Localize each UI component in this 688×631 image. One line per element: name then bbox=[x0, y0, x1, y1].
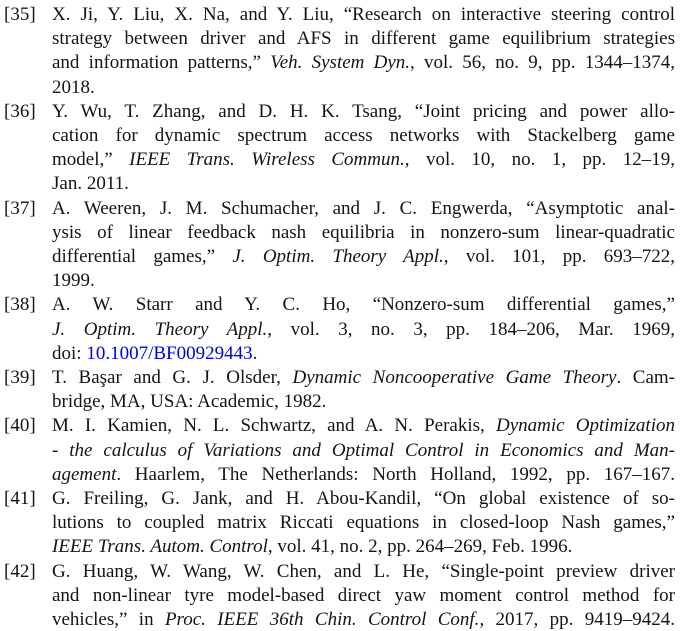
reference-line bbox=[52, 124, 675, 148]
reference-text: X. Ji, Y. Liu, X. Na, and Y. Liu, “Research on interactive steering control bbox=[52, 4, 675, 25]
reference-number: [35] bbox=[4, 4, 36, 25]
reference-entry bbox=[4, 197, 675, 294]
reference-number: [41] bbox=[4, 488, 36, 510]
reference-line bbox=[52, 439, 675, 463]
reference-text: A. W. Starr and Y. C. Ho, “Nonzero-sum differential games,” bbox=[52, 294, 675, 316]
reference-line bbox=[52, 293, 675, 317]
reference-entry bbox=[4, 293, 675, 366]
reference-entry bbox=[4, 560, 675, 631]
reference-line bbox=[52, 197, 675, 221]
reference-line bbox=[52, 76, 675, 100]
reference-line bbox=[52, 318, 675, 342]
reference-number: [37] bbox=[4, 197, 36, 219]
reference-text: , vol. 101, pp. 693–722, bbox=[443, 246, 675, 268]
journal-title-text: J. Optim. Theory Appl. bbox=[232, 246, 444, 268]
journal-title-text: agement bbox=[52, 463, 117, 485]
reference-number: [42] bbox=[4, 560, 36, 582]
reference-number: [36] bbox=[4, 100, 36, 122]
journal-title-text: Dynamic Optimization bbox=[495, 415, 675, 437]
reference-text: bridge, MA, USA: Academic, 1982. bbox=[52, 391, 327, 413]
reference-text: ysis of linear feedback nash equilibria in nonzero-sum linear-quadratic bbox=[52, 221, 675, 243]
reference-text: . bbox=[252, 342, 258, 364]
reference-entry bbox=[4, 100, 675, 197]
reference-text: cation for dynamic spectrum access networks with Stackelberg game bbox=[52, 125, 675, 147]
reference-number: [39] bbox=[4, 367, 36, 389]
reference-line bbox=[52, 463, 675, 487]
reference-line bbox=[52, 342, 675, 366]
journal-title-text: J. Optim. Theory Appl. bbox=[52, 318, 268, 340]
reference-text: and information patterns,” bbox=[52, 52, 271, 74]
reference-line bbox=[52, 511, 675, 535]
reference-line bbox=[52, 608, 675, 631]
journal-title-text: Veh. System Dyn. bbox=[270, 52, 411, 74]
reference-text: model,” bbox=[52, 149, 130, 171]
reference-text: A. Weeren, J. M. Schumacher, and J. C. Engwerda, “Asymptotic anal- bbox=[52, 197, 675, 219]
reference-line bbox=[52, 535, 675, 559]
reference-line bbox=[52, 51, 675, 75]
reference-text: G. Freiling, G. Jank, and H. Abou-Kandil, “On global existence of so- bbox=[52, 488, 675, 510]
reference-text: 1999. bbox=[52, 270, 95, 292]
reference-entry bbox=[4, 414, 675, 487]
reference-list bbox=[4, 3, 675, 631]
reference-text: and non-linear tyre model-based direct yaw moment control method for bbox=[52, 584, 675, 606]
reference-line bbox=[52, 584, 675, 608]
reference-entry bbox=[4, 3, 675, 100]
reference-text: lutions to coupled matrix Riccati equations in closed-loop Nash games,” bbox=[52, 512, 675, 534]
journal-title-text: Proc. IEEE 36th Chin. Control Conf. bbox=[164, 609, 480, 631]
reference-line bbox=[52, 245, 675, 269]
reference-entry bbox=[4, 487, 675, 560]
journal-title-text: - the calculus of Variations and Optimal Control in Economics and Man- bbox=[52, 439, 675, 461]
reference-text: , vol. 3, no. 3, pp. 184–206, Mar. 1969, bbox=[267, 318, 675, 340]
journal-title-text: IEEE Trans. Autom. Control bbox=[52, 536, 268, 558]
reference-line bbox=[52, 269, 675, 293]
reference-line bbox=[52, 560, 675, 584]
reference-line bbox=[52, 487, 675, 511]
reference-text: Jan. 2011. bbox=[52, 173, 129, 195]
reference-text: , vol. 56, no. 9, pp. 1344–1374, bbox=[410, 52, 675, 74]
reference-line bbox=[52, 366, 675, 390]
reference-text: differential games,” bbox=[52, 246, 233, 268]
reference-text: strategy between driver and AFS in different game equilibrium strategies bbox=[52, 28, 675, 50]
reference-line bbox=[52, 148, 675, 172]
reference-line bbox=[52, 414, 675, 438]
reference-entry bbox=[4, 366, 675, 414]
reference-line bbox=[52, 172, 675, 196]
reference-line bbox=[52, 390, 675, 414]
reference-text: T. Başar and G. J. Olsder, bbox=[52, 367, 293, 389]
reference-line bbox=[52, 3, 675, 27]
doi-link[interactable]: 10.1007/BF00929443 bbox=[86, 342, 253, 364]
reference-text: Y. Wu, T. Zhang, and D. H. K. Tsang, “Joint pricing and power allo- bbox=[52, 100, 675, 122]
reference-text: . Cam- bbox=[616, 367, 675, 389]
reference-text: G. Huang, W. Wang, W. Chen, and L. He, “Single-point preview driver bbox=[52, 560, 675, 582]
reference-text: vehicles,” in bbox=[52, 609, 165, 631]
reference-number: [38] bbox=[4, 294, 36, 316]
reference-line bbox=[52, 221, 675, 245]
reference-number: [40] bbox=[4, 415, 36, 437]
reference-text: , vol. 10, no. 1, pp. 12–19, bbox=[404, 149, 675, 171]
journal-title-text: IEEE Trans. Wireless Commun. bbox=[129, 149, 405, 171]
reference-text: , vol. 41, no. 2, pp. 264–269, Feb. 1996. bbox=[267, 536, 573, 558]
reference-line bbox=[52, 100, 675, 124]
reference-text: doi: bbox=[52, 342, 87, 364]
reference-line bbox=[52, 27, 675, 51]
reference-text: . Haarlem, The Netherlands: North Holland, 1992, pp. 167–167. bbox=[116, 463, 675, 485]
reference-text: 2018. bbox=[52, 76, 95, 98]
reference-text: , 2017, pp. 9419–9424. bbox=[479, 609, 676, 631]
journal-title-text: Dynamic Noncooperative Game Theory bbox=[292, 367, 617, 389]
reference-text: M. I. Kamien, N. L. Schwartz, and A. N. Perakis, bbox=[52, 415, 496, 437]
